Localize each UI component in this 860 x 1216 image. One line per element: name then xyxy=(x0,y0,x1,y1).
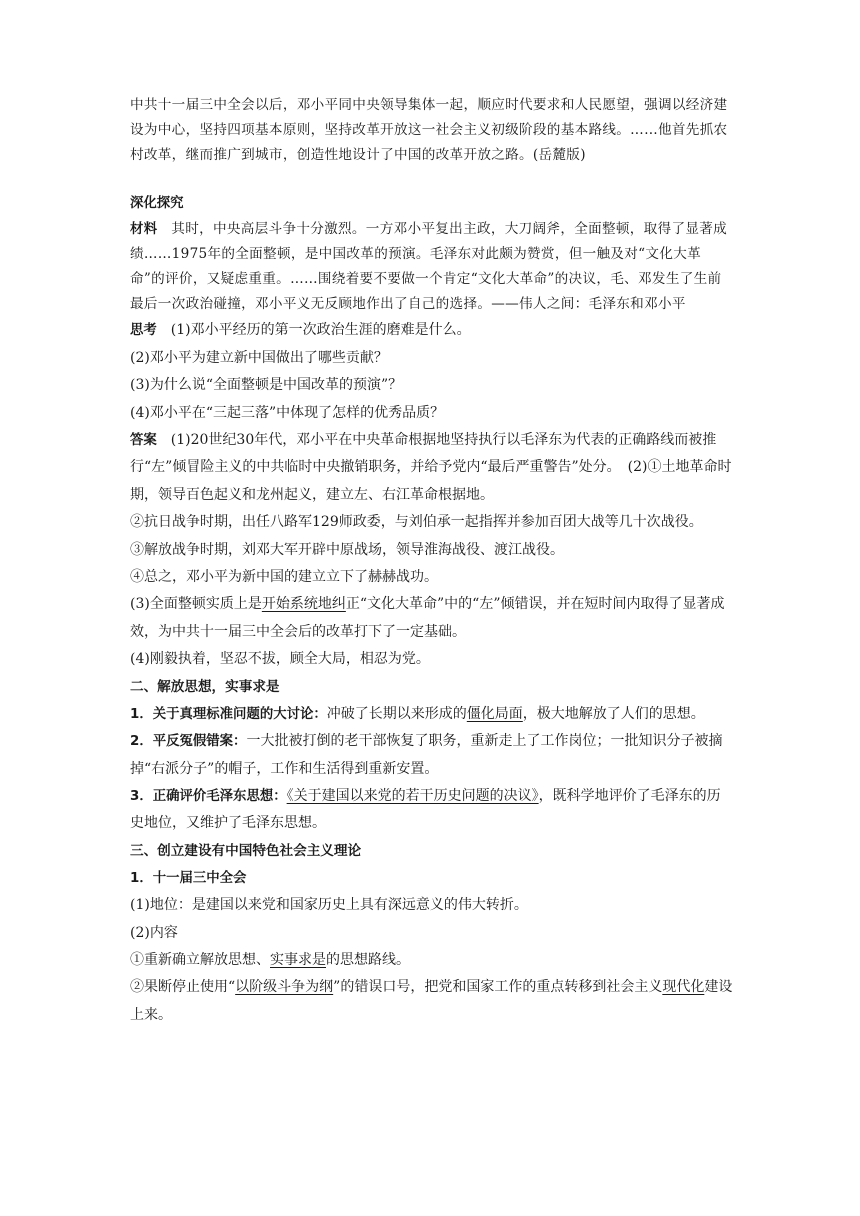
question-2: (2)邓小平为建立新中国做出了哪些贡献？ xyxy=(130,349,388,366)
answer-2-item: ③解放战争时期，刘邓大军开辟中原战场，领导淮海战役、渡江战役。 xyxy=(130,541,564,558)
section-3-content-label: (2)内容 xyxy=(130,924,178,941)
document-page xyxy=(130,93,734,1029)
answer-1: 答案 (1)20世纪30年代，邓小平在中央革命根据地坚持执行以毛泽东为代表的正确路线而被推行“左”倾冒险主义的中共临时中央撤销职务，并给予党内“最后严重警告”处分。 (2)①土地革命时期，领导百色起义和龙州起义，建立左、右江革命根据地。 xyxy=(130,432,732,503)
material-text: 其时，中央高层斗争十分激烈。一方邓小平复出主政，大刀阔斧，全面整顿，取得了显著成绩……1975年的全面整顿，是中国改革的预演。毛泽东对此颇为赞赏，但一触及对“文化大革命”的评价，又疑虑重重。……围绕着要不要做一个肯定“文化大革命”的决议，毛、邓发生了生前最后一次政治碰撞，邓小平义无反顾地作出了自己的选择。——伟人之间：毛泽东和邓小平 xyxy=(130,221,728,313)
intro-paragraph: 中共十一届三中全会以后，邓小平同中央领导集体一起，顺应时代要求和人民愿望，强调以经济建设为中心，坚持四项基本原则，坚持改革开放这一社会主义初级阶段的基本路线。……他首先抓农村改革，继而推广到城市，创造性地设计了中国的改革开放之路。(岳麓版) xyxy=(130,97,728,163)
question-4: (4)邓小平在“三起三落”中体现了怎样的优秀品质？ xyxy=(130,404,445,421)
answer-4: (4)刚毅执着，坚忍不拔，顾全大局，相忍为党。 xyxy=(130,651,430,668)
question-1: 思考 (1)邓小平经历的第一次政治生涯的磨难是什么。 xyxy=(130,322,471,339)
answer-2-head: (2)①土地革命时期，领导百色起义和龙州起义，建立左、右江革命根据地。 xyxy=(130,459,732,503)
section-3-status: (1)地位：是建国以来党和国家历史上具有深远意义的伟大转折。 xyxy=(130,897,528,914)
think-label: 思考 xyxy=(130,323,157,339)
section-2-item-3: 3．正确评价毛泽东思想：《关于建国以来党的若干历史问题的决议》，既科学地评价了毛泽东的历史地位，又维护了毛泽东思想。 xyxy=(130,787,721,832)
answer-label: 答案 xyxy=(130,433,157,449)
material-paragraph xyxy=(130,217,734,317)
section-2-item-1: 1．关于真理标准问题的大讨论：冲破了长期以来形成的僵化局面，极大地解放了人们的思想。 xyxy=(130,705,705,722)
answer-2-item: ④总之，邓小平为新中国的建立立下了赫赫战功。 xyxy=(130,569,438,586)
section-2-title: 二、解放思想，实事求是 xyxy=(130,678,280,695)
material-label: 材料 xyxy=(130,222,158,238)
question-3: (3)为什么说“全面整顿是中国改革的预演”？ xyxy=(130,377,403,394)
answer-3: (3)全面整顿实质上是开始系统地纠正“文化大革命”中的“左”倾错误，并在短时间内取得了显著成效，为中共十一届三中全会后的改革打下了一定基础。 xyxy=(130,596,725,640)
section-3-title: 三、创立建设有中国特色社会主义理论 xyxy=(130,842,362,859)
section-2-item-2: 2．平反冤假错案：一大批被打倒的老干部恢复了职务，重新走上了工作岗位；一批知识分子被摘掉“右派分子”的帽子，工作和生活得到重新安置。 xyxy=(130,733,723,777)
section-3-content-2: ②果断停止使用“以阶级斗争为纲”的错误口号，把党和国家工作的重点转移到社会主义现代化建设上来。 xyxy=(130,979,733,1023)
explore-heading: 深化探究 xyxy=(130,196,184,211)
answer-2-item: ②抗日战争时期，出任八路军129师政委，与刘伯承一起指挥并参加百团大战等几十次战役。 xyxy=(130,514,703,531)
section-3-sub-1: 1．十一届三中全会 xyxy=(130,870,247,886)
section-3-content-1: ①重新确立解放思想、实事求是的思想路线。 xyxy=(130,951,410,968)
